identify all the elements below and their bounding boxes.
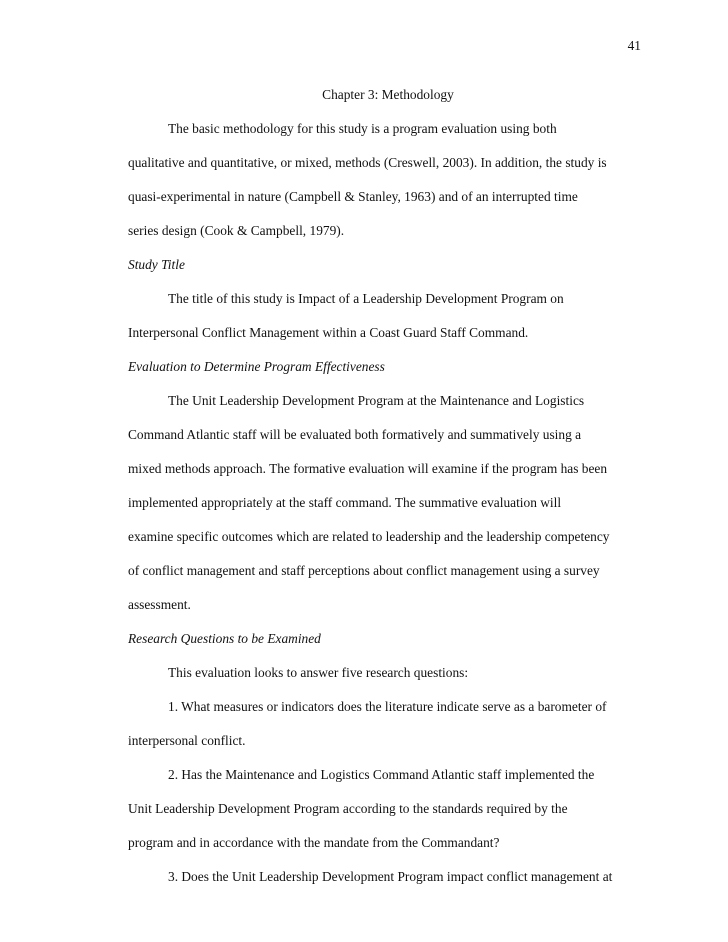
evaluation-heading: Evaluation to Determine Program Effectiveness bbox=[128, 359, 385, 374]
evaluation-line-1: The Unit Leadership Development Program at the Maintenance and Logistics bbox=[168, 393, 585, 408]
evaluation-line-5: examine specific outcomes which are related to leadership and the leadership competency bbox=[128, 529, 610, 544]
question-3 bbox=[128, 860, 648, 894]
evaluation-paragraph bbox=[128, 384, 648, 622]
question-1-line-1: 1. What measures or indicators does the literature indicate serve as a barometer of bbox=[168, 699, 607, 714]
research-heading: Research Questions to be Examined bbox=[128, 631, 321, 646]
evaluation-line-4: implemented appropriately at the staff command. The summative evaluation will bbox=[128, 495, 562, 510]
question-2-line-3: program and in accordance with the mandate from the Commandant? bbox=[128, 835, 500, 850]
study-title-paragraph bbox=[128, 282, 648, 350]
evaluation-line-3: mixed methods approach. The formative evaluation will examine if the program has been bbox=[128, 461, 608, 476]
evaluation-line-2: Command Atlantic staff will be evaluated both formatively and summatively using a bbox=[128, 427, 582, 442]
question-1 bbox=[128, 690, 648, 758]
question-2-line-1: 2. Has the Maintenance and Logistics Command Atlantic staff implemented the bbox=[168, 767, 595, 782]
question-1-line-2: interpersonal conflict. bbox=[128, 733, 246, 748]
evaluation-line-6: of conflict management and staff perceptions about conflict management using a survey bbox=[128, 563, 600, 578]
intro-line-4: series design (Cook & Campbell, 1979). bbox=[128, 223, 345, 238]
question-2 bbox=[128, 758, 648, 860]
research-intro-paragraph bbox=[128, 656, 648, 690]
evaluation-line-7: assessment. bbox=[128, 597, 191, 612]
research-intro-line: This evaluation looks to answer five research questions: bbox=[168, 665, 469, 680]
intro-line-2: qualitative and quantitative, or mixed, methods (Creswell, 2003). In addition, the study is bbox=[128, 155, 607, 170]
page-number: 41 bbox=[627, 38, 641, 53]
question-2-line-2: Unit Leadership Development Program according to the standards required by the bbox=[128, 801, 568, 816]
study-title-heading: Study Title bbox=[128, 257, 185, 272]
intro-line-3: quasi-experimental in nature (Campbell & Stanley, 1963) and of an interrupted time bbox=[128, 189, 578, 204]
study-title-line-2: Interpersonal Conflict Management within a Coast Guard Staff Command. bbox=[128, 325, 529, 340]
intro-paragraph bbox=[128, 112, 648, 248]
question-3-line-1: 3. Does the Unit Leadership Development Program impact conflict management at bbox=[168, 869, 613, 884]
study-title-line-1: The title of this study is Impact of a Leadership Development Program on bbox=[168, 291, 564, 306]
intro-line-1: The basic methodology for this study is a program evaluation using both bbox=[168, 121, 557, 136]
chapter-title: Chapter 3: Methodology bbox=[322, 87, 454, 102]
page-content bbox=[128, 78, 648, 894]
